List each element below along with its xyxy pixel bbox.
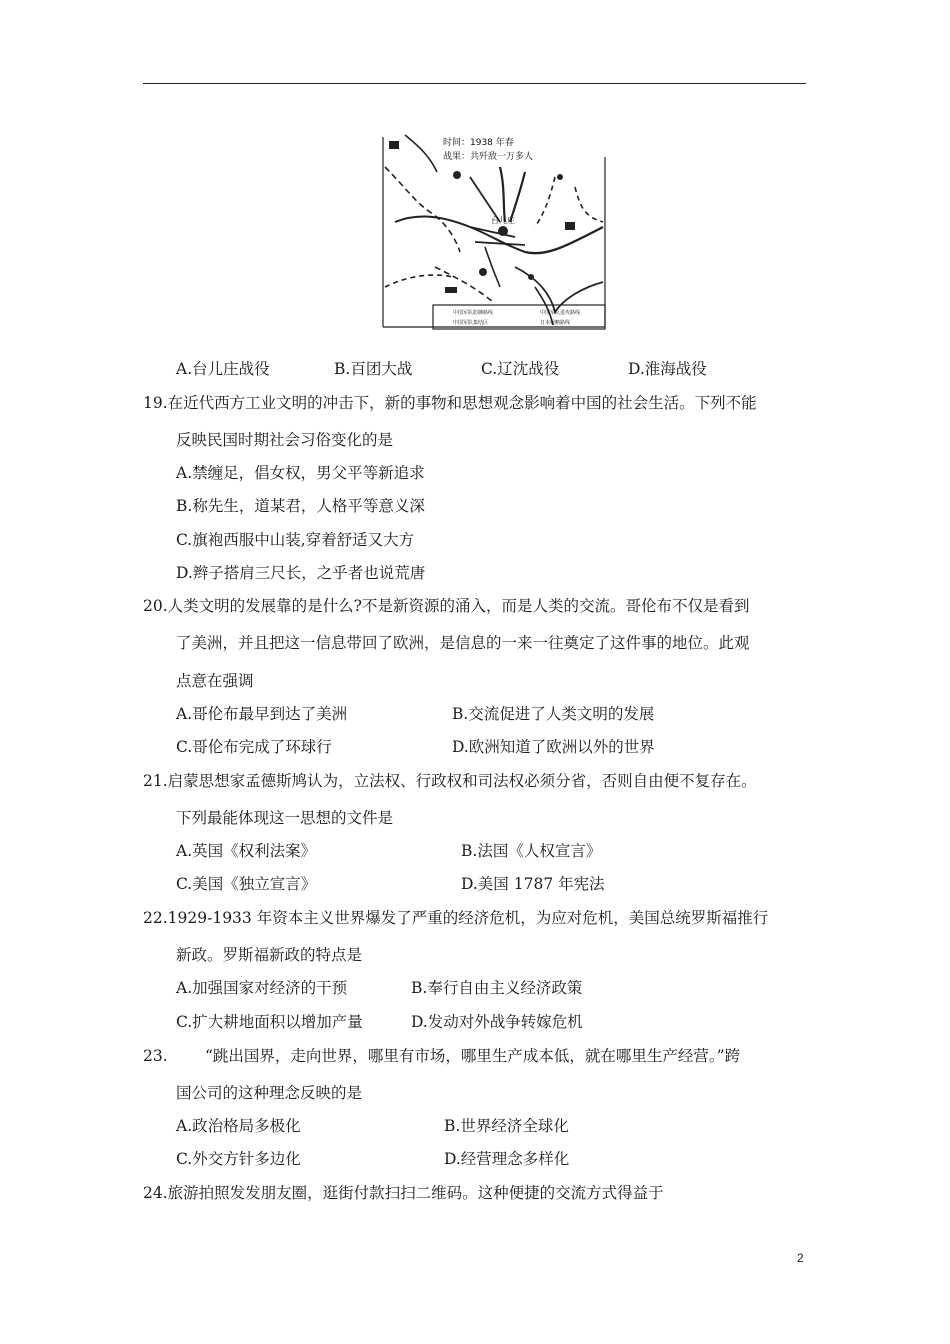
q18-option-c: C.辽沈战役 — [481, 360, 560, 378]
q21-option-d: D.美国 1787 年宪法 — [461, 875, 605, 893]
q23-option-c: C.外交方针多边化 — [176, 1150, 301, 1168]
q23-number: 23. — [143, 1047, 168, 1065]
map-legend-item: 日本侵略路线 — [540, 320, 571, 326]
q21-option-a: A.英国《权利法案》 — [176, 842, 317, 860]
q20-option-b: B.交流促进了人类文明的发展 — [452, 705, 655, 723]
q22-option-c: C.扩大耕地面积以增加产量 — [176, 1013, 363, 1031]
battle-map-figure — [375, 127, 611, 333]
q21-option-b: B.法国《人权宣言》 — [461, 842, 602, 860]
q20-stem-line1: 20.人类文明的发展靠的是什么?不是新资源的涌入，而是人类的交流。哥伦布不仅是看到 — [143, 597, 750, 615]
q18-option-a: A.台儿庄战役 — [176, 360, 270, 378]
map-legend-item: 中国军队进攻路线 — [540, 310, 581, 316]
q20-option-d: D.欧洲知道了欧洲以外的世界 — [452, 738, 655, 756]
q19-option-b: B.称先生，道某君，人格平等意义深 — [176, 497, 425, 515]
q23-option-b: B.世界经济全球化 — [444, 1117, 569, 1135]
map-result-label: 战果：共歼敌一万多人 — [443, 152, 534, 162]
q19-option-d: D.辫子搭肩三尺长，之乎者也说荒唐 — [176, 564, 426, 582]
q23-stem-line1: “跳出国界，走向世界，哪里有市场，哪里生产成本低，就在哪里生产经营。”跨 — [205, 1047, 741, 1065]
q18-option-d: D.淮海战役 — [628, 360, 707, 378]
q19-option-a: A.禁缠足，倡女权，男父平等新追求 — [176, 464, 425, 482]
q21-stem-line1: 21.启蒙思想家孟德斯鸠认为，立法权、行政权和司法权必须分省，否则自由便不复存在。 — [143, 772, 757, 790]
q21-option-c: C.美国《独立宣言》 — [176, 875, 317, 893]
map-time-label: 时间：1938 年春 — [443, 138, 514, 148]
map-place-label: 台儿庄 — [491, 216, 515, 225]
q19-stem-line1: 19.在近代西方工业文明的冲击下，新的事物和思想观念影响着中国的社会生活。下列不能 — [143, 394, 757, 412]
map-legend-item: 中国军队防御路线 — [453, 310, 494, 316]
q22-option-a: A.加强国家对经济的干预 — [176, 979, 348, 997]
q22-option-b: B.奉行自由主义经济政策 — [411, 979, 583, 997]
q20-stem-line2: 了美洲，并且把这一信息带回了欧洲，是信息的一来一往奠定了这件事的地位。此观 — [176, 634, 750, 652]
q22-stem-line1: 22.1929-1933 年资本主义世界爆发了严重的经济危机，为应对危机，美国总统罗斯福推行 — [143, 909, 769, 927]
q23-stem-line2: 国公司的这种理念反映的是 — [176, 1084, 363, 1102]
q19-stem-line2: 反映民国时期社会习俗变化的是 — [176, 431, 394, 449]
map-legend-item: 中国军队集结区 — [453, 320, 489, 326]
q20-option-c: C.哥伦布完成了环球行 — [176, 738, 332, 756]
q21-stem-line2: 下列最能体现这一思想的文件是 — [176, 809, 394, 827]
page-number: 2 — [797, 1251, 804, 1265]
q22-stem-line2: 新政。罗斯福新政的特点是 — [176, 946, 363, 964]
q20-option-a: A.哥伦布最早到达了美洲 — [176, 705, 348, 723]
q22-option-d: D.发动对外战争转嫁危机 — [411, 1013, 583, 1031]
q24-stem-line1: 24.旅游拍照发发朋友圈，逛街付款扫扫二维码。这种便捷的交流方式得益于 — [143, 1184, 664, 1202]
q20-stem-line3: 点意在强调 — [176, 672, 254, 690]
q23-option-a: A.政治格局多极化 — [176, 1117, 301, 1135]
q18-option-b: B.百团大战 — [334, 360, 413, 378]
header-rule — [143, 83, 806, 84]
q23-option-d: D.经营理念多样化 — [444, 1150, 570, 1168]
q19-option-c: C.旗袍西服中山装,穿着舒适又大方 — [176, 531, 415, 549]
